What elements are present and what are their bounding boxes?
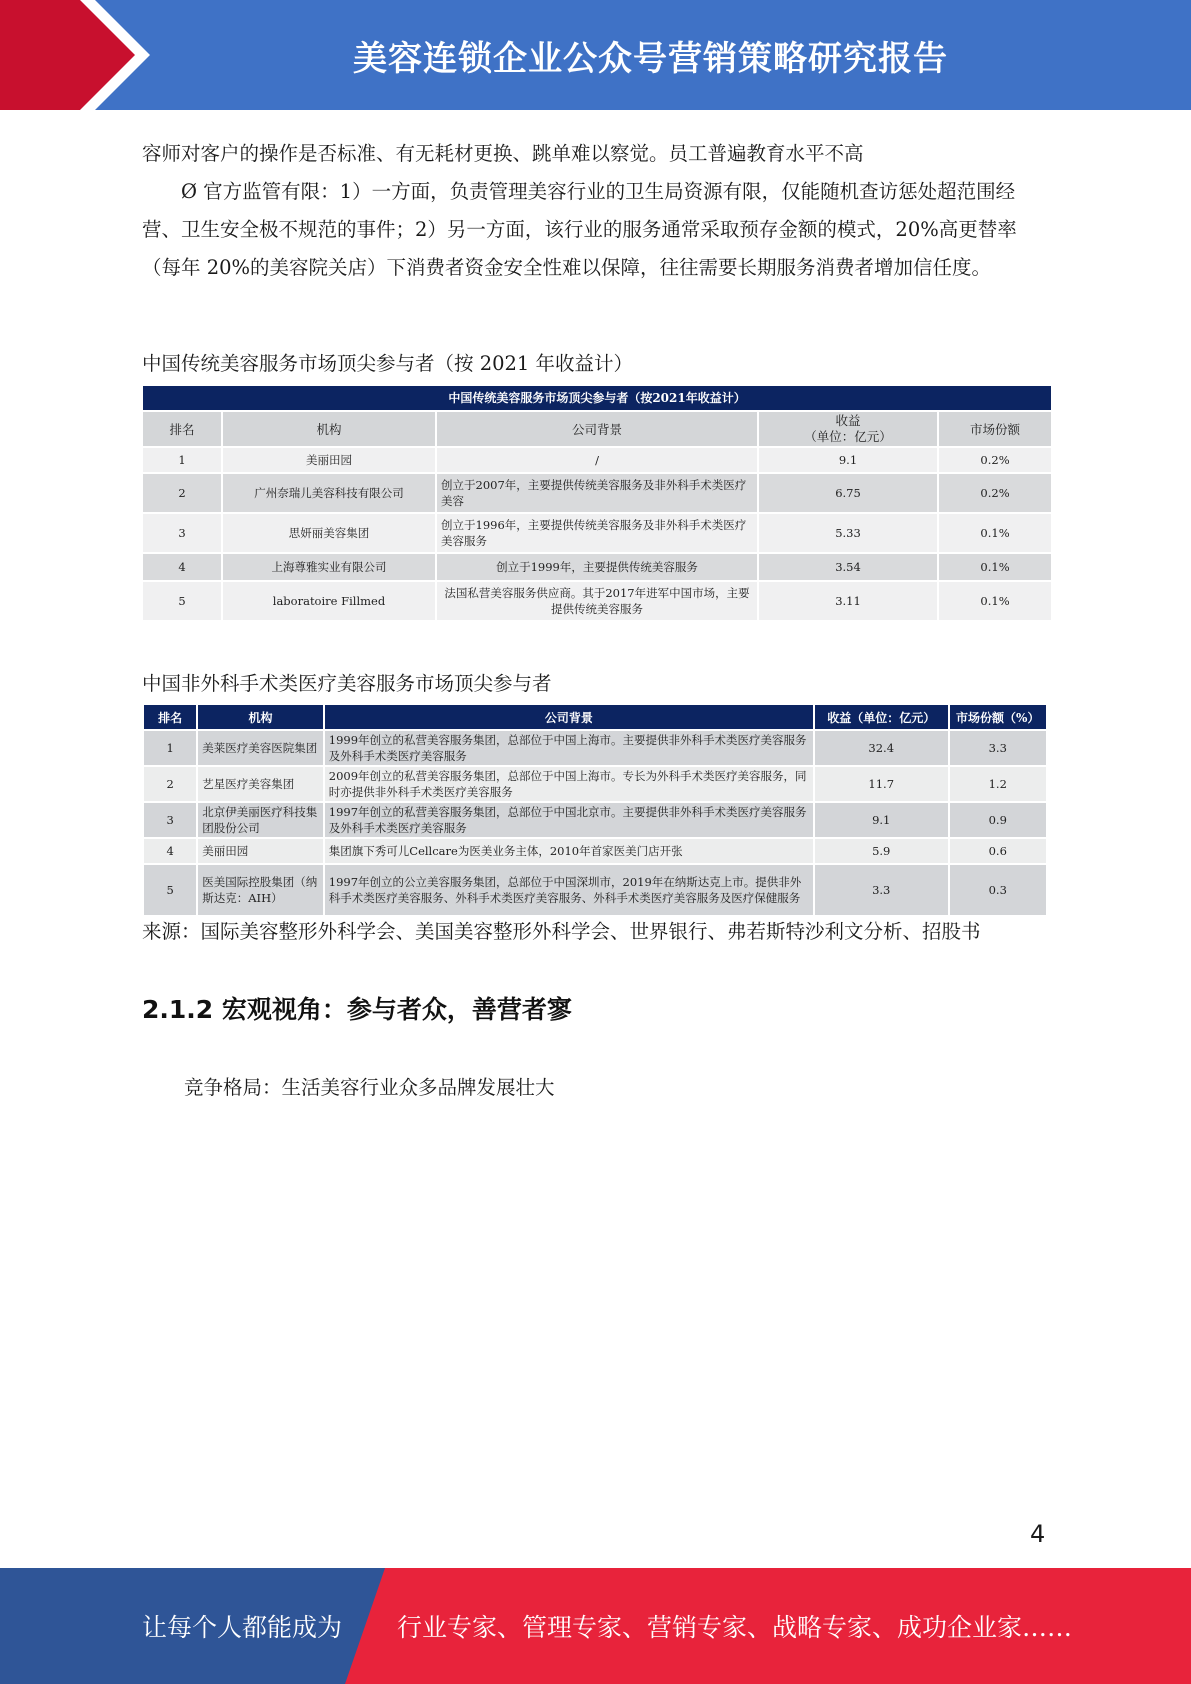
cell-org: 医美国际控股集团（纳斯达克：AIH） (198, 865, 323, 915)
cell-background: 创立于1999年，主要提供传统美容服务 (437, 554, 757, 580)
table-traditional-beauty (141, 384, 1053, 622)
table2-caption: 中国非外科手术类医疗美容服务市场顶尖参与者 (142, 672, 552, 695)
page-number: 4 (1030, 1520, 1046, 1548)
cell-rank: 3 (144, 803, 196, 837)
cell-org: laboratoire Fillmed (223, 582, 435, 620)
cell-share: 0.6 (950, 839, 1046, 863)
cell-share: 0.9 (950, 803, 1046, 837)
cell-share: 0.1% (939, 554, 1051, 580)
cell-revenue: 6.75 (759, 474, 937, 512)
cell-background: 1999年创立的私营美容服务集团，总部位于中国上海市。主要提供非外科手术类医疗美容服务及外科手术类医疗美容服务 (325, 731, 813, 765)
header-title: 美容连锁企业公众号营销策略研究报告 (353, 38, 948, 79)
cell-background: 1997年创立的私营美容服务集团，总部位于中国北京市。主要提供非外科手术类医疗美容服务及外科手术类医疗美容服务 (325, 803, 813, 837)
cell-org: 美莱医疗美容医院集团 (198, 731, 323, 765)
cell-rank: 4 (143, 554, 221, 580)
cell-rank: 5 (144, 865, 196, 915)
cell-share: 3.3 (950, 731, 1046, 765)
cell-org: 艺星医疗美容集团 (198, 767, 323, 801)
cell-revenue: 5.9 (815, 839, 948, 863)
cell-rank: 2 (144, 767, 196, 801)
cell-share: 0.2% (939, 448, 1051, 472)
section-heading: 2.1.2 宏观视角：参与者众，善营者寥 (142, 995, 572, 1024)
cell-revenue: 9.1 (815, 803, 948, 837)
table-row (143, 514, 1051, 552)
table1-header-rank: 排名 (143, 412, 221, 446)
page-footer (0, 1568, 1191, 1684)
cell-background: 1997年创立的公立美容服务集团，总部位于中国深圳市，2019年在纳斯达克上市。提供非外科手术类医疗美容服务、外科手术类医疗美容服务、外科手术类医疗美容服务及医疗保健服务 (325, 865, 813, 915)
table2-header-revenue: 收益（单位：亿元） (815, 705, 948, 729)
section-paragraph: 竞争格局：生活美容行业众多品牌发展壮大 (184, 1076, 555, 1099)
cell-revenue: 32.4 (815, 731, 948, 765)
cell-revenue: 11.7 (815, 767, 948, 801)
cell-background: 创立于1996年，主要提供传统美容服务及非外科手术类医疗美容服务 (437, 514, 757, 552)
footer-slogan-right: 行业专家、管理专家、营销专家、战略专家、成功企业家…… (397, 1613, 1073, 1642)
table2-header-org: 机构 (198, 705, 323, 729)
cell-revenue: 3.3 (815, 865, 948, 915)
cell-org: 上海尊雅实业有限公司 (223, 554, 435, 580)
table1-title: 中国传统美容服务市场顶尖参与者（按2021年收益计） (143, 386, 1051, 410)
footer-slogan-left: 让每个人都能成为 (142, 1613, 343, 1642)
table2-header-rank: 排名 (144, 705, 196, 729)
table2-header-share: 市场份额（%） (950, 705, 1046, 729)
cell-revenue: 3.54 (759, 554, 937, 580)
cell-revenue: 9.1 (759, 448, 937, 472)
table1-header-org: 机构 (223, 412, 435, 446)
cell-share: 0.1% (939, 582, 1051, 620)
cell-rank: 5 (143, 582, 221, 620)
table-row (143, 474, 1051, 512)
cell-org: 广州奈瑞儿美容科技有限公司 (223, 474, 435, 512)
cell-background: / (437, 448, 757, 472)
cell-org: 美丽田园 (223, 448, 435, 472)
cell-share: 0.3 (950, 865, 1046, 915)
cell-background: 集团旗下秀可儿Cellcare为医美业务主体，2010年首家医美门店开张 (325, 839, 813, 863)
cell-rank: 3 (143, 514, 221, 552)
cell-rank: 1 (144, 731, 196, 765)
table-row (144, 731, 1046, 765)
cell-background: 2009年创立的私营美容服务集团，总部位于中国上海市。专长为外科手术类医疗美容服务，同时亦提供非外科手术类医疗美容服务 (325, 767, 813, 801)
body-paragraph-1: 容师对客户的操作是否标准、有无耗材更换、跳单难以察觉。员工普遍教育水平不高 (142, 142, 864, 165)
cell-org: 思妍丽美容集团 (223, 514, 435, 552)
page-header (0, 0, 1191, 110)
table2-source: 来源：国际美容整形外科学会、美国美容整形外科学会、世界银行、弗若斯特沙利文分析、招股书 (142, 920, 981, 943)
cell-background: 创立于2007年，主要提供传统美容服务及非外科手术类医疗美容 (437, 474, 757, 512)
table-row (144, 767, 1046, 801)
table-row (143, 554, 1051, 580)
cell-rank: 4 (144, 839, 196, 863)
header-arrow-decoration (0, 0, 160, 110)
cell-org: 北京伊美丽医疗科技集团股份公司 (198, 803, 323, 837)
table1-header-revenue: 收益 （单位：亿元） (759, 412, 937, 446)
cell-share: 1.2 (950, 767, 1046, 801)
body-paragraph-2: Ø 官方监管有限：1）一方面，负责管理美容行业的卫生局资源有限，仅能随机查访惩处超范围经营、卫生安全极不规范的事件；2）另一方面，该行业的服务通常采取预存金额的模式，20%高更替率（每年 20%的美容院关店）下消费者资金安全性难以保障，往往需要长期服务消费者增加信任度。 (142, 180, 1017, 279)
table-row (144, 865, 1046, 915)
table-row (143, 448, 1051, 472)
cell-share: 0.2% (939, 474, 1051, 512)
table-row (144, 803, 1046, 837)
cell-rank: 2 (143, 474, 221, 512)
cell-org: 美丽田园 (198, 839, 323, 863)
cell-share: 0.1% (939, 514, 1051, 552)
table-row (144, 839, 1046, 863)
table1-caption: 中国传统美容服务市场顶尖参与者（按 2021 年收益计） (142, 352, 634, 375)
table1-header-background: 公司背景 (437, 412, 757, 446)
table1-header-share: 市场份额 (939, 412, 1051, 446)
cell-revenue: 3.11 (759, 582, 937, 620)
cell-background: 法国私营美容服务供应商。其于2017年进军中国市场，主要提供传统美容服务 (437, 582, 757, 620)
table2-header-background: 公司背景 (325, 705, 813, 729)
table-non-surgical-medical-beauty (142, 703, 1048, 917)
table-row (143, 582, 1051, 620)
cell-rank: 1 (143, 448, 221, 472)
cell-revenue: 5.33 (759, 514, 937, 552)
